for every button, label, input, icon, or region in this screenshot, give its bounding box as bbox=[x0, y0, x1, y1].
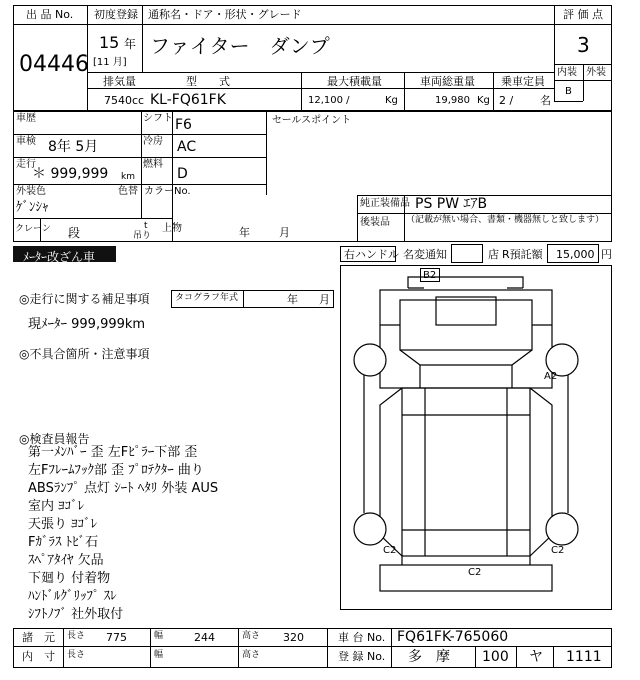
color-no-label: カラーNo. bbox=[144, 186, 191, 197]
lot-number: 04446 bbox=[19, 52, 89, 77]
ac-value: AC bbox=[177, 139, 197, 155]
crane-tons-label: t bbox=[144, 221, 148, 231]
capacity-label: 乗車定員 bbox=[501, 75, 545, 88]
loading-month: 月 bbox=[279, 226, 290, 239]
aftermarket-label: 後装品 bbox=[360, 217, 390, 228]
reg-area: 多 摩 bbox=[408, 649, 450, 665]
defects-heading: ◎不具合箇所・注意事項 bbox=[19, 347, 150, 361]
gross-value: 19,980 bbox=[435, 95, 470, 106]
mark-c2-bottom: C2 bbox=[468, 567, 482, 578]
reg-number: 1111 bbox=[566, 649, 602, 665]
inspector-line: 第一ﾒﾝﾊﾞｰ 歪 左Fﾋﾟﾗｰ下部 歪 bbox=[28, 445, 198, 460]
interior-grade: B bbox=[565, 86, 572, 97]
height-value: 320 bbox=[283, 631, 304, 644]
chassis-value: FQ61FK-765060 bbox=[397, 629, 509, 645]
fuel-label: 燃料 bbox=[143, 159, 163, 170]
inspector-line: ｽﾍﾟｱﾀｲﾔ 欠品 bbox=[28, 553, 104, 568]
history-label: 車歴 bbox=[16, 113, 36, 124]
tachograph-label: タコグラフ年式 bbox=[175, 293, 239, 303]
gross-label: 車両総重量 bbox=[420, 75, 475, 88]
inspector-line: ｼﾌﾄﾉﾌﾞ 社外取付 bbox=[28, 607, 124, 622]
wheel-rear-left bbox=[354, 513, 386, 545]
score-value: 3 bbox=[577, 33, 590, 57]
ac-label: 冷房 bbox=[143, 136, 163, 147]
inspector-heading: ◎検査員報告 bbox=[19, 432, 90, 446]
first-reg-year: 15 bbox=[99, 33, 120, 52]
load-value: 12,100 / bbox=[308, 95, 350, 106]
rhd-text: 右ハンドル bbox=[344, 248, 399, 261]
dims-label: 諸 元 bbox=[22, 631, 55, 644]
exterior-color-value: ｹﾞﾝｼｬ bbox=[16, 200, 49, 215]
model-type-label: 型 式 bbox=[186, 75, 230, 88]
inspector-line: 下廻り 付着物 bbox=[28, 571, 111, 586]
color-code-label: 色替 bbox=[118, 186, 138, 197]
interior-label: 内装 bbox=[557, 67, 577, 78]
mileage-label: 走行 bbox=[16, 159, 36, 170]
mileage-unit: km bbox=[121, 172, 135, 182]
name-change-label: 名変通知 bbox=[403, 248, 447, 261]
name-change-box bbox=[451, 244, 483, 263]
loading-label: 上物 bbox=[162, 223, 182, 234]
deposit-label: 店 bbox=[488, 248, 499, 261]
tachograph-month: 月 bbox=[319, 293, 330, 306]
lot-label: 出 品 No. bbox=[26, 8, 74, 21]
capacity-value: 2 / bbox=[499, 94, 514, 107]
equipment-label: 純正装備品 bbox=[360, 198, 410, 209]
inspector-line: 天張り ﾖｺﾞﾚ bbox=[28, 517, 98, 532]
model-name: ファイター ダンプ bbox=[150, 34, 330, 58]
wheel-front-left bbox=[354, 344, 386, 376]
driving-notes-heading: ◎走行に関する補足事項 bbox=[19, 292, 150, 306]
crane-stages-label: 段 bbox=[68, 226, 81, 240]
vehicle-diagram bbox=[340, 265, 612, 610]
meter-tampered-text: ﾒｰﾀｰ改ざん車 bbox=[23, 250, 96, 264]
load-label: 最大積載量 bbox=[327, 75, 382, 88]
inner-height-label: 高さ bbox=[242, 650, 261, 660]
model-header-label: 通称名・ドア・形状・グレード bbox=[148, 8, 302, 21]
displacement-label: 排気量 bbox=[103, 75, 136, 88]
exterior-label: 外装 bbox=[586, 67, 606, 78]
length-label: 長さ bbox=[67, 631, 86, 641]
equipment-value: PS PW ｴｱB bbox=[415, 196, 488, 212]
mark-c2-right: C2 bbox=[551, 545, 565, 556]
first-reg-label: 初度登録 bbox=[94, 8, 138, 21]
inspection-value: 8年 5月 bbox=[48, 139, 99, 155]
displacement-value: 7540 bbox=[104, 94, 132, 107]
crane-lift-label: 吊り bbox=[133, 231, 152, 241]
exterior-color-label: 外装色 bbox=[16, 186, 46, 197]
r-deposit-label: R預託額 bbox=[502, 248, 543, 261]
reg-label: 登 録 No. bbox=[338, 650, 386, 663]
width-value: 244 bbox=[194, 631, 215, 644]
score-label: 評 価 点 bbox=[563, 8, 603, 21]
inspector-line: Fｶﾞﾗｽ ﾄﾋﾞ石 bbox=[28, 535, 99, 550]
aftermarket-note: （記載が無い場合、書類・機器無しと致します） bbox=[406, 215, 605, 225]
mark-a2: A2 bbox=[544, 371, 558, 382]
inspector-line: 左Fﾌﾚｰﾑﾌｯｸ部 歪 ﾌﾟﾛﾃｸﾀｰ 曲り bbox=[28, 463, 204, 478]
inner-length-label: 長さ bbox=[67, 650, 86, 660]
gross-unit: Kg bbox=[477, 95, 490, 106]
load-unit: Kg bbox=[385, 95, 398, 106]
inspector-report-list bbox=[28, 446, 328, 626]
tachograph-year: 年 bbox=[287, 293, 298, 306]
height-label: 高さ bbox=[242, 631, 261, 641]
model-type-value: KL-FQ61FK bbox=[150, 92, 226, 108]
footer-block bbox=[13, 628, 612, 668]
r-deposit-unit: 円 bbox=[601, 248, 612, 261]
first-reg-month: [11 月] bbox=[93, 57, 127, 68]
inspector-line: ﾊﾝﾄﾞﾙｸﾞﾘｯﾌﾟ ｽﾚ bbox=[28, 589, 117, 604]
width-label: 幅 bbox=[154, 631, 164, 641]
r-deposit-value: 15,000 bbox=[556, 248, 595, 261]
current-meter: 現ﾒｰﾀｰ 999,999km bbox=[28, 317, 146, 332]
reg-kana: ヤ bbox=[529, 649, 543, 665]
capacity-unit: 名 bbox=[540, 94, 551, 107]
crane-label: クレーン bbox=[15, 224, 51, 234]
displacement-unit: cc bbox=[132, 94, 145, 107]
wheel-rear-right bbox=[546, 513, 578, 545]
year-unit: 年 bbox=[124, 37, 137, 51]
mark-b2: B2 bbox=[423, 270, 437, 281]
inner-label: 内 寸 bbox=[22, 650, 55, 663]
mark-c2-left: C2 bbox=[383, 545, 397, 556]
mileage-value: ＊ 999,999 bbox=[32, 166, 109, 182]
shift-value: F6 bbox=[175, 117, 192, 133]
length-value: 775 bbox=[106, 631, 127, 644]
shift-label: シフト bbox=[143, 113, 173, 124]
inspector-line: 室内 ﾖｺﾞﾚ bbox=[28, 499, 85, 514]
reg-class: 100 bbox=[482, 649, 509, 665]
fuel-value: D bbox=[177, 166, 188, 182]
chassis-label: 車 台 No. bbox=[338, 631, 386, 644]
meter-tampered-badge bbox=[13, 246, 116, 262]
loading-year: 年 bbox=[239, 226, 250, 239]
inner-width-label: 幅 bbox=[154, 650, 164, 660]
inspection-label: 車検 bbox=[16, 136, 36, 147]
inspector-line: ABSﾗﾝﾌﾟ 点灯 ｼｰﾄ ﾍﾀﾘ 外装 AUS bbox=[28, 481, 219, 496]
sales-point-label: セールスポイント bbox=[272, 115, 352, 126]
